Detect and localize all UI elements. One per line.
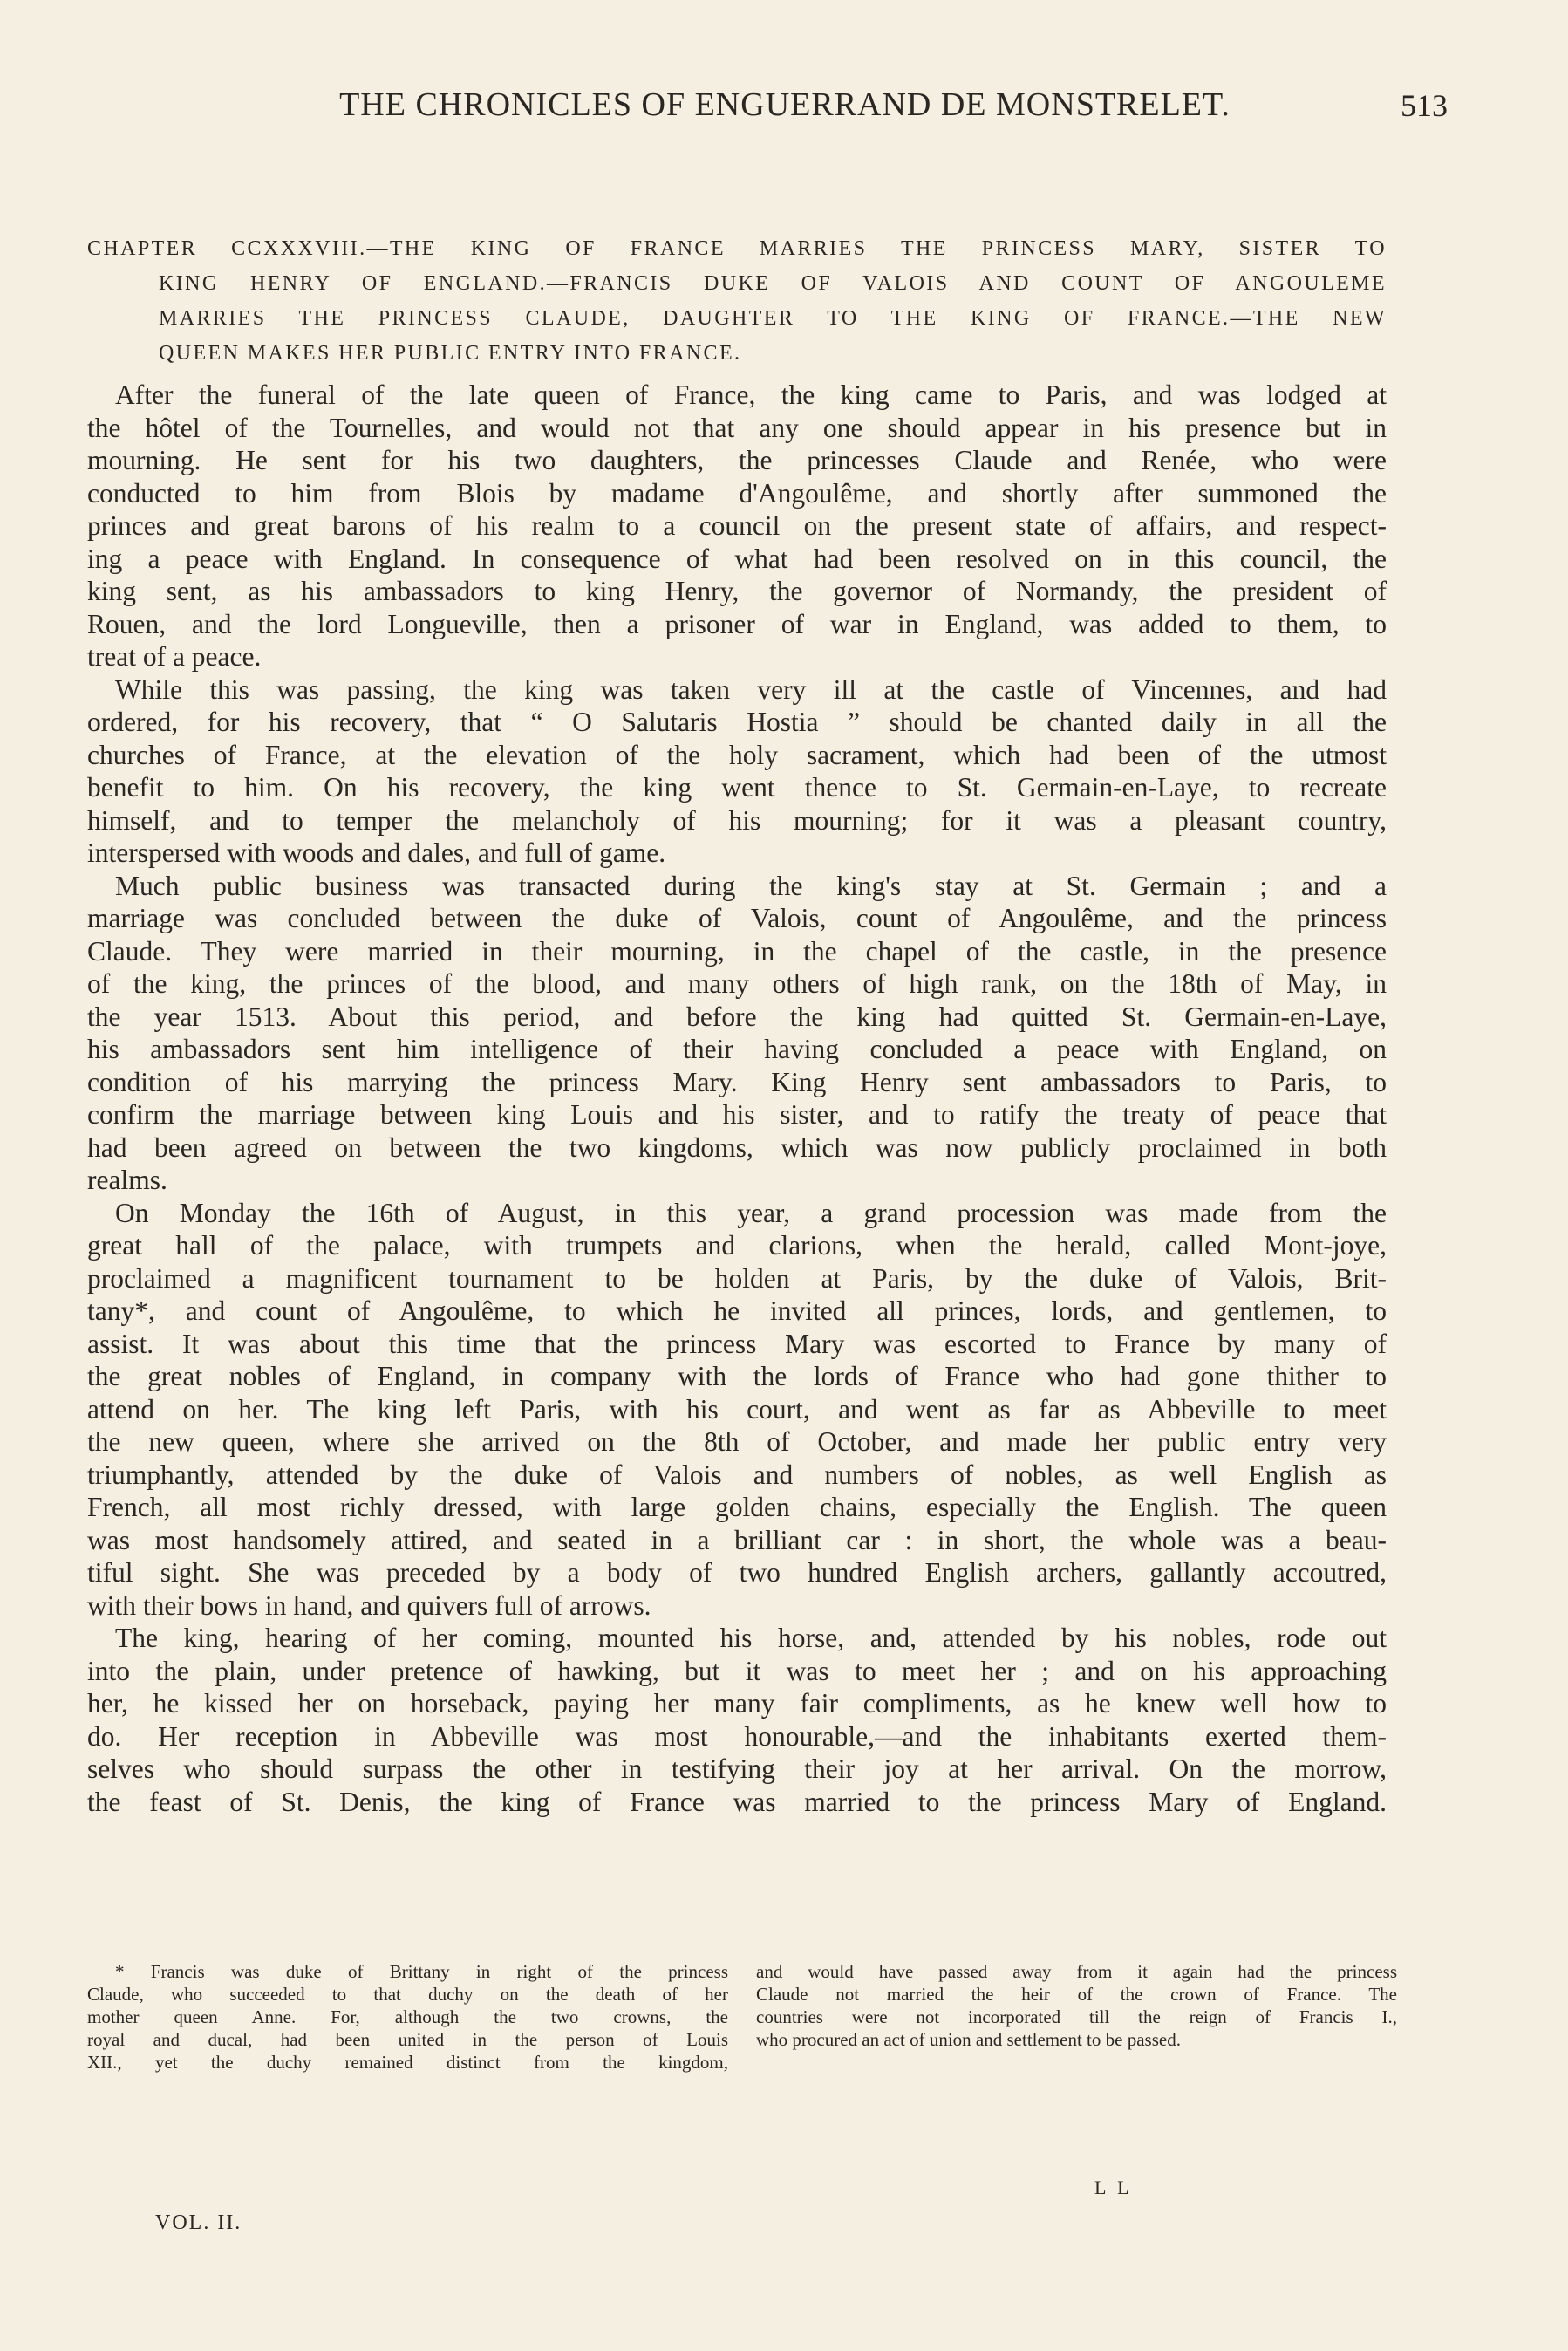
text-line: interspersed with woods and dales, and full of game. (87, 837, 666, 868)
volume-mark: VOL. II. (155, 2211, 242, 2234)
footnotes (87, 1960, 1397, 2108)
text-line: great hall of the palace, with trumpets and clarions, when the herald, called Mont-joye, (87, 1230, 1387, 1261)
text-line: triumphantly, attended by the duke of Valois and numbers of nobles, as well English as (87, 1459, 1387, 1490)
text-line: conducted to him from Blois by madame d'Angoulême, and shortly after summoned the (87, 477, 1387, 509)
page-number: 513 (1401, 88, 1448, 123)
text-line: tiful sight. She was preceded by a body of two hundred English archers, gallantly accoutred, (87, 1557, 1387, 1588)
text-line: her, he kissed her on horseback, paying her many fair compliments, as he knew well how to (87, 1688, 1387, 1719)
chapter-heading (87, 231, 1387, 371)
footnote-column-right (756, 1960, 1397, 2051)
text-line: marriage was concluded between the duke of Valois, count of Angoulême, and the princess (87, 903, 1387, 933)
text-line: ing a peace with England. In consequence of what had been resolved on in this council, the (87, 543, 1387, 574)
text-line: himself, and to temper the melancholy of his mourning; for it was a pleasant country, (87, 804, 1387, 836)
text-line: assist. It was about this time that the princess Mary was escorted to France by many of (87, 1328, 1387, 1359)
text-line: the great nobles of England, in company with the lords of France who had gone thither to (87, 1361, 1387, 1391)
signature-mark: L L (1094, 2177, 1133, 2198)
text-line: proclaimed a magnificent tournament to be holden at Paris, by the duke of Valois, Brit- (87, 1262, 1387, 1294)
running-title: THE CHRONICLES OF ENGUERRAND DE MONSTRELET. (339, 86, 1231, 123)
footnote-line: royal and ducal, had been united in the person of Louis (87, 2029, 728, 2050)
footnote-line: who procured an act of union and settlement to be passed. (756, 2029, 1181, 2050)
footnote-line: mother queen Anne. For, although the two crowns, the (87, 2006, 728, 2027)
text-line: king sent, as his ambassadors to king Henry, the governor of Normandy, the president of (87, 576, 1387, 606)
chapter-heading-line: KING HENRY OF ENGLAND.—FRANCIS DUKE OF VALOIS AND COUNT OF ANGOULEME (159, 272, 1387, 295)
text-line: realms. (87, 1165, 167, 1195)
text-line: was most handsomely attired, and seated in a brilliant car : in short, the whole was a beau- (87, 1524, 1387, 1555)
text-line: The king, hearing of her coming, mounted his horse, and, attended by his nobles, rode out (115, 1623, 1387, 1653)
text-line: While this was passing, the king was taken very ill at the castle of Vincennes, and had (115, 673, 1387, 705)
text-line: benefit to him. On his recovery, the king went thence to St. Germain-en-Laye, to recreate (87, 772, 1387, 803)
text-line: the new queen, where she arrived on the 8th of October, and made her public entry very (87, 1426, 1387, 1457)
text-line: treat of a peace. (87, 641, 262, 672)
text-line: selves who should surpass the other in testifying their joy at her arrival. On the morrow, (87, 1753, 1387, 1784)
text-line: ordered, for his recovery, that “ O Salutaris Hostia ” should be chanted daily in all the (87, 707, 1387, 737)
text-line: On Monday the 16th of August, in this year, a grand procession was made from the (115, 1197, 1387, 1228)
text-line: had been agreed on between the two kingdoms, which was now publicly proclaimed in both (87, 1131, 1387, 1163)
text-line: condition of his marrying the princess Mary. King Henry sent ambassadors to Paris, to (87, 1066, 1387, 1097)
text-line: princes and great barons of his realm to a council on the present state of affairs, and respect- (87, 510, 1387, 541)
text-line: the feast of St. Denis, the king of France was married to the princess Mary of England. (87, 1786, 1387, 1817)
text-line: confirm the marriage between king Louis and his sister, and to ratify the treaty of peace that (87, 1099, 1387, 1130)
text-line: After the funeral of the late queen of France, the king came to Paris, and was lodged at (115, 379, 1387, 410)
footnote-line: Claude not married the heir of the crown of France. The (756, 1984, 1397, 2005)
text-line: Claude. They were married in their mourning, in the chapel of the castle, in the presence (87, 935, 1387, 967)
text-line: Much public business was transacted during the king's stay at St. Germain ; and a (115, 870, 1387, 901)
text-line: the year 1513. About this period, and before the king had quitted St. Germain-en-Laye, (87, 1001, 1387, 1032)
text-line: French, all most richly dressed, with large golden chains, especially the English. The queen (87, 1492, 1387, 1522)
text-line: the hôtel of the Tournelles, and would not that any one should appear in his presence but in (87, 412, 1387, 443)
text-line: mourning. He sent for his two daughters, the princesses Claude and Renée, who were (87, 445, 1387, 475)
text-line: of the king, the princes of the blood, and many others of high rank, on the 18th of May, in (87, 968, 1387, 999)
chapter-heading-line: MARRIES THE PRINCESS CLAUDE, DAUGHTER TO THE KING OF FRANCE.—THE NEW (159, 307, 1387, 330)
footnote-column-left (87, 1960, 728, 2074)
footnote-line: and would have passed away from it again had the princess (756, 1961, 1397, 1982)
running-head (87, 85, 1448, 129)
text-line: churches of France, at the elevation of the holy sacrament, which had been of the utmost (87, 739, 1387, 770)
footnote-line: XII., yet the duchy remained distinct from the kingdom, (87, 2052, 728, 2073)
footnote-line: * Francis was duke of Brittany in right of the princess (115, 1961, 728, 1982)
footnote-line: Claude, who succeeded to that duchy on the death of her (87, 1984, 728, 2005)
text-line: Rouen, and the lord Longueville, then a prisoner of war in England, was added to them, to (87, 608, 1387, 639)
text-line: with their bows in hand, and quivers full of arrows. (87, 1589, 651, 1621)
text-line: into the plain, under pretence of hawking, but it was to meet her ; and on his approaching (87, 1655, 1387, 1686)
chapter-heading-line: CHAPTER CCXXXVIII.—THE KING OF FRANCE MARRIES THE PRINCESS MARY, SISTER TO (87, 237, 1387, 260)
body-text (87, 379, 1387, 1818)
text-line: tany*, and count of Angoulême, to which he invited all princes, lords, and gentlemen, to (87, 1295, 1387, 1326)
chapter-heading-line: QUEEN MAKES HER PUBLIC ENTRY INTO FRANCE. (159, 342, 742, 365)
text-line: do. Her reception in Abbeville was most honourable,—and the inhabitants exerted them- (87, 1720, 1387, 1752)
footnote-line: countries were not incorporated till the reign of Francis I., (756, 2006, 1397, 2027)
text-line: his ambassadors sent him intelligence of their having concluded a peace with England, on (87, 1034, 1387, 1064)
text-line: attend on her. The king left Paris, with his court, and went as far as Abbeville to meet (87, 1393, 1387, 1425)
